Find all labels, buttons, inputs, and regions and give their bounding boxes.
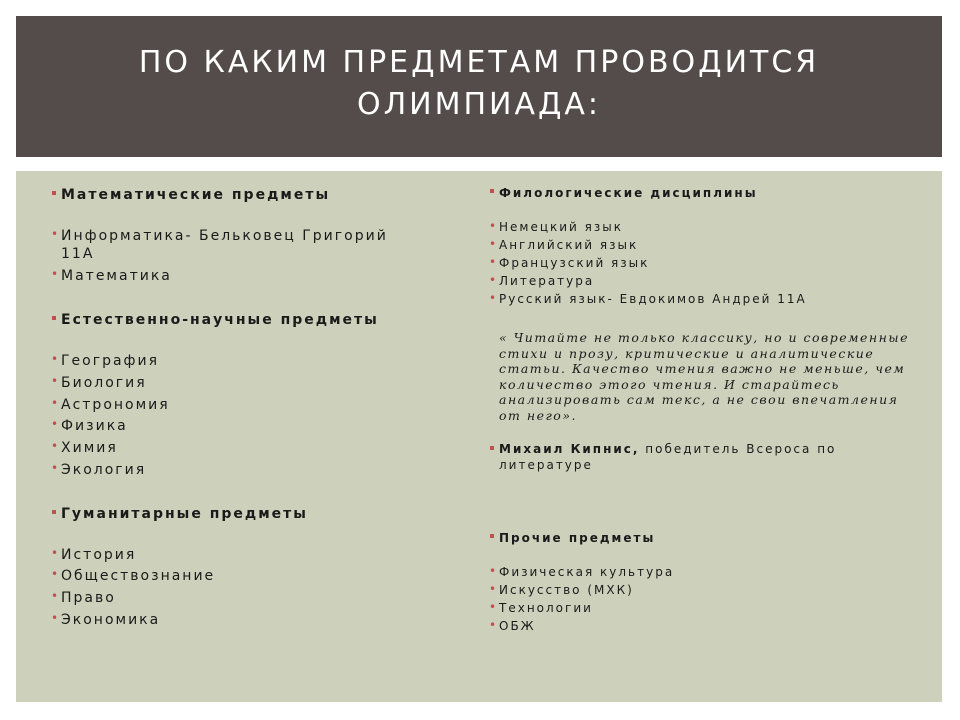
dot-bullet-icon: •	[489, 564, 499, 578]
list-item-label: История	[61, 547, 137, 563]
list-item	[489, 582, 634, 597]
square-bullet-icon	[490, 534, 494, 538]
list-item-label: Технологии	[499, 601, 593, 615]
list-item-label: Немецкий язык	[499, 220, 623, 234]
author-description: победитель Всероса по литературе	[499, 442, 837, 472]
heading-other-label: Прочие предметы	[499, 531, 656, 545]
heading-science-label: Естественно-научные предметы	[61, 312, 379, 328]
list-item	[489, 273, 595, 288]
heading-humanities	[61, 506, 308, 522]
list-item	[51, 461, 147, 478]
dot-bullet-icon: •	[489, 600, 499, 614]
dot-bullet-icon: •	[489, 219, 499, 233]
author-name: Михаил Кипнис,	[499, 442, 640, 456]
list-item-label: География	[61, 353, 160, 369]
list-item	[51, 567, 216, 584]
list-item-label: 11А	[61, 246, 95, 262]
list-item	[489, 564, 675, 579]
slide-title-line-2: ОЛИМПИАДА:	[356, 87, 602, 122]
heading-science	[61, 312, 379, 328]
dot-bullet-icon: •	[51, 267, 61, 281]
list-item-label: Английский язык	[499, 238, 639, 252]
list-item-label: Право	[61, 590, 116, 606]
title-band	[16, 16, 942, 157]
dot-bullet-icon: •	[51, 374, 61, 388]
dot-bullet-icon: •	[51, 396, 61, 410]
list-item	[489, 618, 536, 633]
list-item-label: Французский язык	[499, 256, 650, 270]
list-item-label: ОБЖ	[499, 619, 536, 633]
list-item-label: Биология	[61, 375, 147, 391]
list-item	[51, 374, 147, 391]
list-item	[489, 237, 639, 252]
list-item	[489, 219, 623, 234]
list-item-label: Экономика	[61, 612, 161, 628]
list-item-label: Математика	[61, 268, 172, 284]
list-item	[51, 546, 137, 563]
list-item-label: Русский язык- Евдокимов Андрей 11А	[499, 292, 807, 306]
list-item-label: Физика	[61, 418, 128, 434]
list-item	[51, 352, 160, 369]
list-item	[489, 600, 593, 615]
heading-math-label: Математические предметы	[61, 187, 331, 203]
list-item-label: Экология	[61, 462, 147, 478]
dot-bullet-icon: •	[51, 546, 61, 560]
square-bullet-icon	[490, 446, 494, 450]
dot-bullet-icon: •	[51, 589, 61, 603]
list-item	[51, 396, 170, 413]
list-item-continuation	[61, 246, 94, 262]
list-item	[489, 255, 650, 270]
list-item	[489, 291, 807, 306]
square-bullet-icon	[52, 316, 56, 320]
list-item-label: Обществознание	[61, 568, 216, 584]
square-bullet-icon	[490, 189, 494, 193]
dot-bullet-icon: •	[51, 352, 61, 366]
quote-author	[499, 441, 909, 473]
square-bullet-icon	[52, 510, 56, 514]
dot-bullet-icon: •	[489, 582, 499, 596]
list-item-label: Астрономия	[61, 397, 170, 413]
content-area	[16, 171, 942, 702]
heading-philology	[499, 186, 758, 200]
list-item-label: Физическая культура	[499, 565, 675, 579]
list-item	[51, 267, 172, 284]
list-item	[51, 227, 388, 244]
dot-bullet-icon: •	[51, 439, 61, 453]
list-item-label: Литература	[499, 274, 595, 288]
dot-bullet-icon: •	[489, 255, 499, 269]
list-item-label: Химия	[61, 440, 118, 456]
list-item	[51, 589, 116, 606]
quote-text: « Читайте не только классику, но и современные стихи и прозу, критические и аналитические статьи. Качество чтения важно не меньше, чем количество этого чтения. И старайтесь анализировать сам текс, а не свои впечатления от него».	[499, 330, 909, 423]
list-item	[51, 611, 161, 628]
dot-bullet-icon: •	[51, 461, 61, 475]
dot-bullet-icon: •	[51, 611, 61, 625]
square-bullet-icon	[52, 191, 56, 195]
heading-philology-label: Филологические дисциплины	[499, 186, 758, 200]
list-item-label: Искусство (МХК)	[499, 583, 634, 597]
dot-bullet-icon: •	[489, 291, 499, 305]
dot-bullet-icon: •	[51, 417, 61, 431]
dot-bullet-icon: •	[489, 618, 499, 632]
dot-bullet-icon: •	[489, 273, 499, 287]
dot-bullet-icon: •	[51, 567, 61, 581]
slide-title-line-1: ПО КАКИМ ПРЕДМЕТАМ ПРОВОДИТСЯ	[138, 45, 820, 80]
heading-other	[499, 531, 655, 545]
dot-bullet-icon: •	[51, 227, 61, 241]
dot-bullet-icon: •	[489, 237, 499, 251]
heading-math	[61, 187, 330, 203]
list-item-label: Информатика- Бельковец Григорий	[61, 228, 388, 244]
heading-humanities-label: Гуманитарные предметы	[61, 506, 308, 522]
list-item	[51, 417, 128, 434]
list-item	[51, 439, 118, 456]
